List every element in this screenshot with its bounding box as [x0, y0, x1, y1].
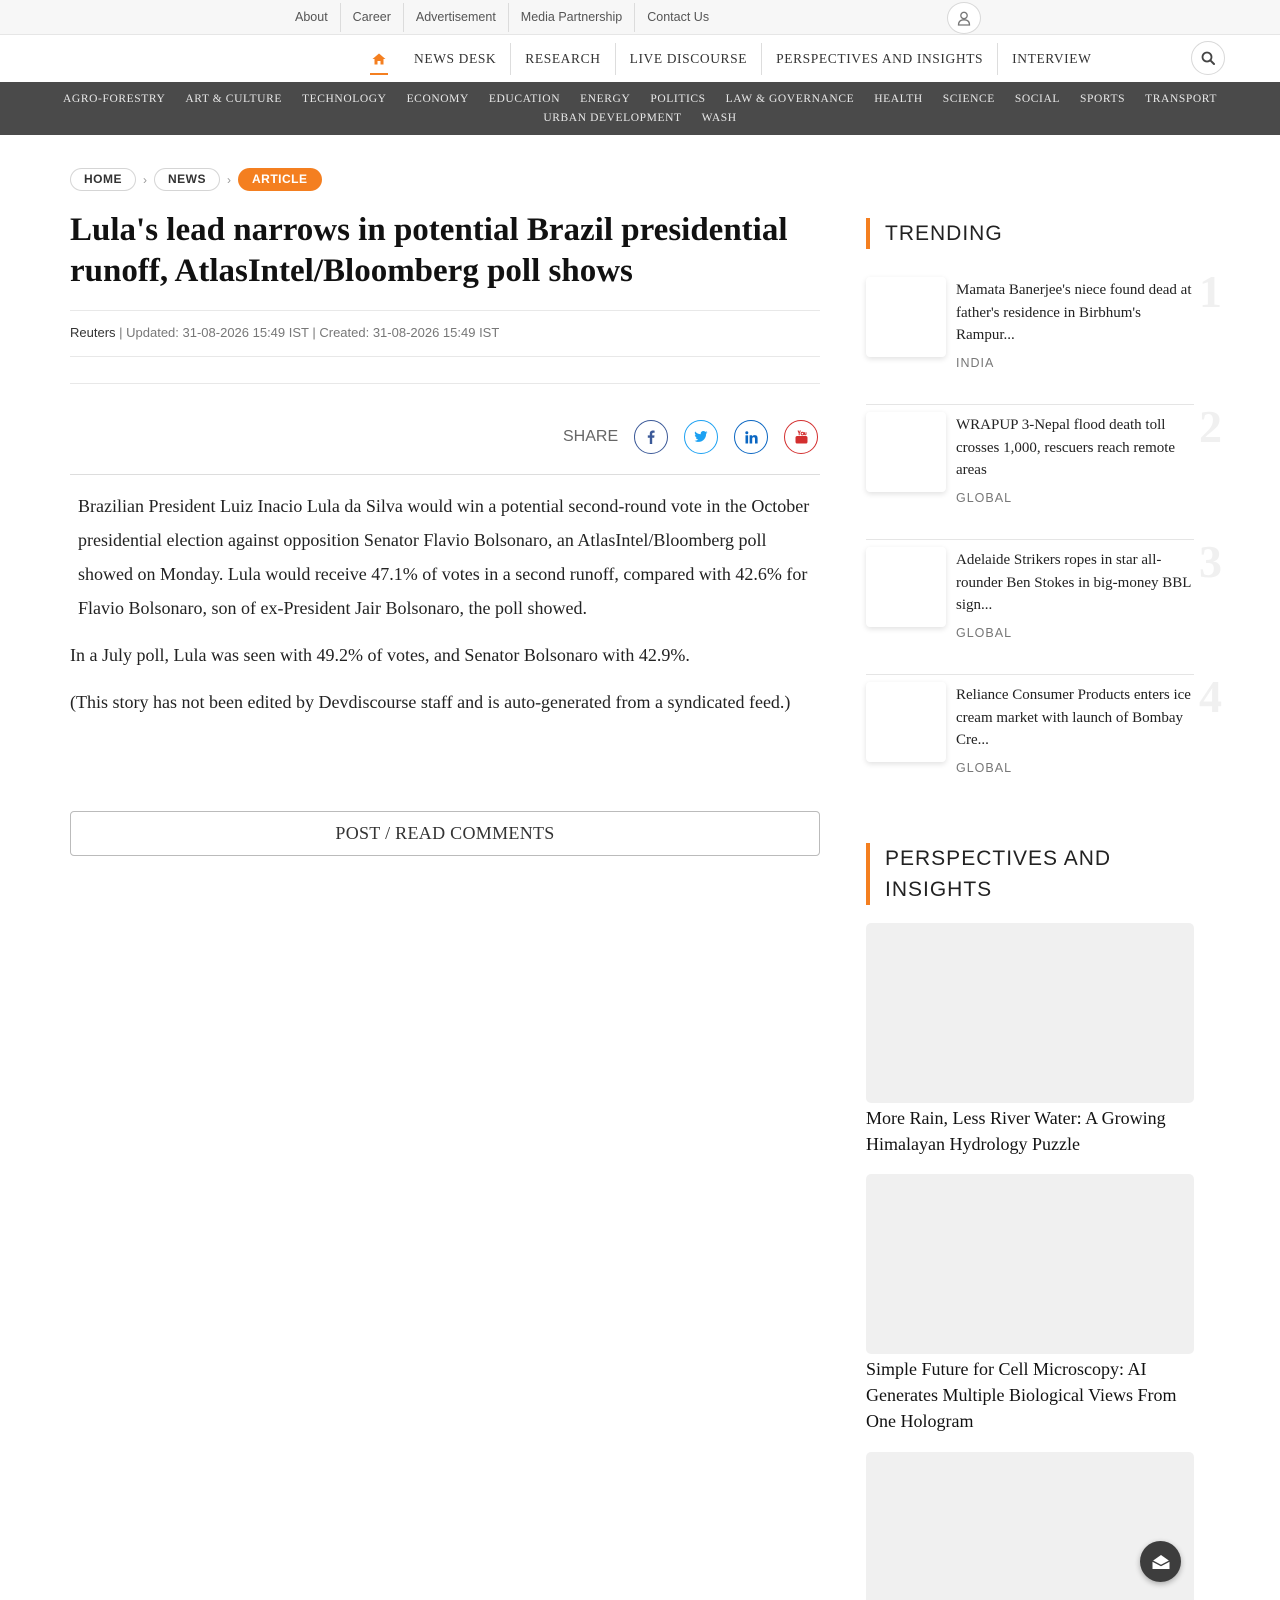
top-link-career[interactable]: Career	[341, 3, 404, 32]
trending-item[interactable]	[866, 536, 1222, 675]
chevron-right-icon: ›	[143, 172, 147, 187]
share-youtube-button[interactable]	[784, 420, 818, 454]
category-politics[interactable]: POLITICS	[650, 93, 706, 105]
trending-thumbnail[interactable]	[866, 412, 946, 492]
article-paragraph-lead: Brazilian President Luiz Inacio Lula da Silva would win a potential second-round vote in the October presidential election against opposition Senator Flavio Bolsonaro, an AtlasIntel/Bloomberg poll showed on Monday.	[78, 496, 810, 584]
category-education[interactable]: EDUCATION	[488, 93, 561, 105]
trending-item-rank: 2	[1199, 401, 1222, 452]
trending-item[interactable]	[866, 266, 1222, 405]
article-paragraph-rest: Lula would receive 47.1% of votes in a second runoff, compared with 42.6% for Flavio Bolsonaro, son of ex-President Jair Bolsonaro, the poll showed.	[78, 564, 808, 618]
category-technology[interactable]: TECHNOLOGY	[301, 93, 387, 105]
divider	[70, 474, 820, 475]
youtube-icon	[795, 430, 808, 444]
article-meta	[70, 325, 499, 340]
trending-item-category[interactable]: GLOBAL	[956, 626, 1013, 640]
trending-item-title[interactable]: Mamata Banerjee's niece found dead at father's residence in Birbhum's Rampur...	[956, 282, 1192, 343]
breadcrumb-home[interactable]: HOME	[70, 168, 136, 191]
share-bar	[563, 420, 818, 454]
top-links	[283, 3, 721, 32]
trending-item-category[interactable]: GLOBAL	[956, 491, 1013, 505]
article-dates: | Updated: 31-08-2026 15:49 IST | Created: 31-08-2026 15:49 IST	[115, 325, 500, 340]
divider	[70, 356, 820, 357]
trending-item-rank: 1	[1199, 266, 1222, 317]
trending-item-rank: 3	[1199, 536, 1222, 587]
breadcrumb-article: ARTICLE	[238, 168, 322, 191]
category-economy[interactable]: ECONOMY	[406, 93, 469, 105]
home-icon	[372, 53, 386, 65]
trending-heading: TRENDING	[866, 218, 1003, 249]
category-energy[interactable]: ENERGY	[580, 93, 631, 105]
breadcrumb-news[interactable]: NEWS	[154, 168, 220, 191]
trending-item-category[interactable]: GLOBAL	[956, 761, 1013, 775]
nav-home[interactable]	[364, 43, 394, 75]
search-icon	[1201, 51, 1215, 65]
top-link-about[interactable]: About	[283, 3, 341, 32]
chat-icon	[1151, 1553, 1171, 1571]
chevron-right-icon: ›	[227, 172, 231, 187]
top-utility-bar	[0, 0, 1280, 35]
trending-thumbnail[interactable]	[866, 682, 946, 762]
top-link-contact-us[interactable]: Contact Us	[647, 10, 710, 24]
share-twitter-button[interactable]	[684, 420, 718, 454]
perspective-card[interactable]	[866, 1452, 1194, 1600]
top-link-media-partnership[interactable]: Media Partnership	[509, 3, 635, 32]
user-icon	[957, 11, 971, 26]
main-nav	[0, 35, 1280, 82]
twitter-icon	[694, 431, 708, 443]
perspective-card[interactable]	[866, 923, 1194, 1157]
article-title: Lula's lead narrows in potential Brazil presidential runoff, AtlasIntel/Bloomberg poll shows	[70, 212, 788, 289]
chat-button[interactable]	[1140, 1541, 1181, 1582]
share-facebook-button[interactable]	[634, 420, 668, 454]
trending-item-rank: 4	[1199, 671, 1222, 722]
search-button[interactable]	[1191, 41, 1225, 75]
perspective-title[interactable]: More Rain, Less River Water: A Growing Himalayan Hydrology Puzzle	[866, 1108, 1166, 1154]
article-body	[70, 489, 820, 719]
nav-live-discourse[interactable]: LIVE DISCOURSE	[616, 43, 763, 75]
share-label: SHARE	[563, 428, 619, 445]
category-science[interactable]: SCIENCE	[942, 93, 995, 105]
perspective-card[interactable]	[866, 1174, 1194, 1434]
trending-item-title[interactable]: Adelaide Strikers ropes in star all-rounder Ben Stokes in big-money BBL sign...	[956, 552, 1191, 613]
trending-item[interactable]	[866, 671, 1222, 810]
perspective-image[interactable]	[866, 923, 1194, 1103]
category-art-culture[interactable]: ART & CULTURE	[185, 93, 282, 105]
nav-interview[interactable]: INTERVIEW	[1012, 51, 1092, 66]
linkedin-icon	[745, 431, 758, 444]
trending-item[interactable]	[866, 401, 1222, 540]
category-sports[interactable]: SPORTS	[1080, 93, 1126, 105]
category-law-governance[interactable]: LAW & GOVERNANCE	[725, 93, 855, 105]
nav-research[interactable]: RESEARCH	[511, 43, 615, 75]
article-paragraph	[70, 489, 820, 625]
top-link-advertisement[interactable]: Advertisement	[404, 3, 509, 32]
category-agro-forestry[interactable]: AGRO-FORESTRY	[63, 93, 166, 105]
facebook-icon	[647, 430, 655, 444]
trending-item-title[interactable]: WRAPUP 3-Nepal flood death toll crosses 1,000, rescuers reach remote areas	[956, 417, 1176, 478]
category-wash[interactable]: WASH	[701, 112, 737, 124]
nav-perspectives[interactable]: PERSPECTIVES AND INSIGHTS	[762, 43, 998, 75]
article-paragraph: (This story has not been edited by Devdiscourse staff and is auto-generated from a syndicated feed.)	[70, 692, 791, 712]
perspective-image[interactable]	[866, 1452, 1194, 1600]
category-transport[interactable]: TRANSPORT	[1145, 93, 1217, 105]
trending-thumbnail[interactable]	[866, 547, 946, 627]
trending-item-category[interactable]: INDIA	[956, 356, 995, 370]
category-urban-development[interactable]: URBAN DEVELOPMENT	[543, 112, 682, 124]
article-paragraph: In a July poll, Lula was seen with 49.2% of votes, and Senator Bolsonaro with 42.9%.	[70, 645, 690, 665]
post-read-comments-button[interactable]: POST / READ COMMENTS	[70, 811, 820, 856]
breadcrumb	[70, 168, 322, 191]
trending-item-title[interactable]: Reliance Consumer Products enters ice cream market with launch of Bombay Cre...	[956, 687, 1191, 748]
divider	[70, 310, 820, 311]
perspectives-heading: PERSPECTIVES AND INSIGHTS	[866, 843, 1166, 905]
perspective-image[interactable]	[866, 1174, 1194, 1354]
category-health[interactable]: HEALTH	[874, 93, 923, 105]
share-linkedin-button[interactable]	[734, 420, 768, 454]
user-account-button[interactable]	[947, 2, 981, 34]
trending-thumbnail[interactable]	[866, 277, 946, 357]
article-source[interactable]: Reuters	[70, 325, 116, 340]
category-social[interactable]: SOCIAL	[1014, 93, 1061, 105]
nav-news-desk[interactable]: NEWS DESK	[400, 43, 511, 75]
divider	[70, 383, 820, 384]
category-bar	[0, 82, 1280, 135]
perspective-title[interactable]: Simple Future for Cell Microscopy: AI Generates Multiple Biological Views From One Hologram	[866, 1359, 1177, 1431]
